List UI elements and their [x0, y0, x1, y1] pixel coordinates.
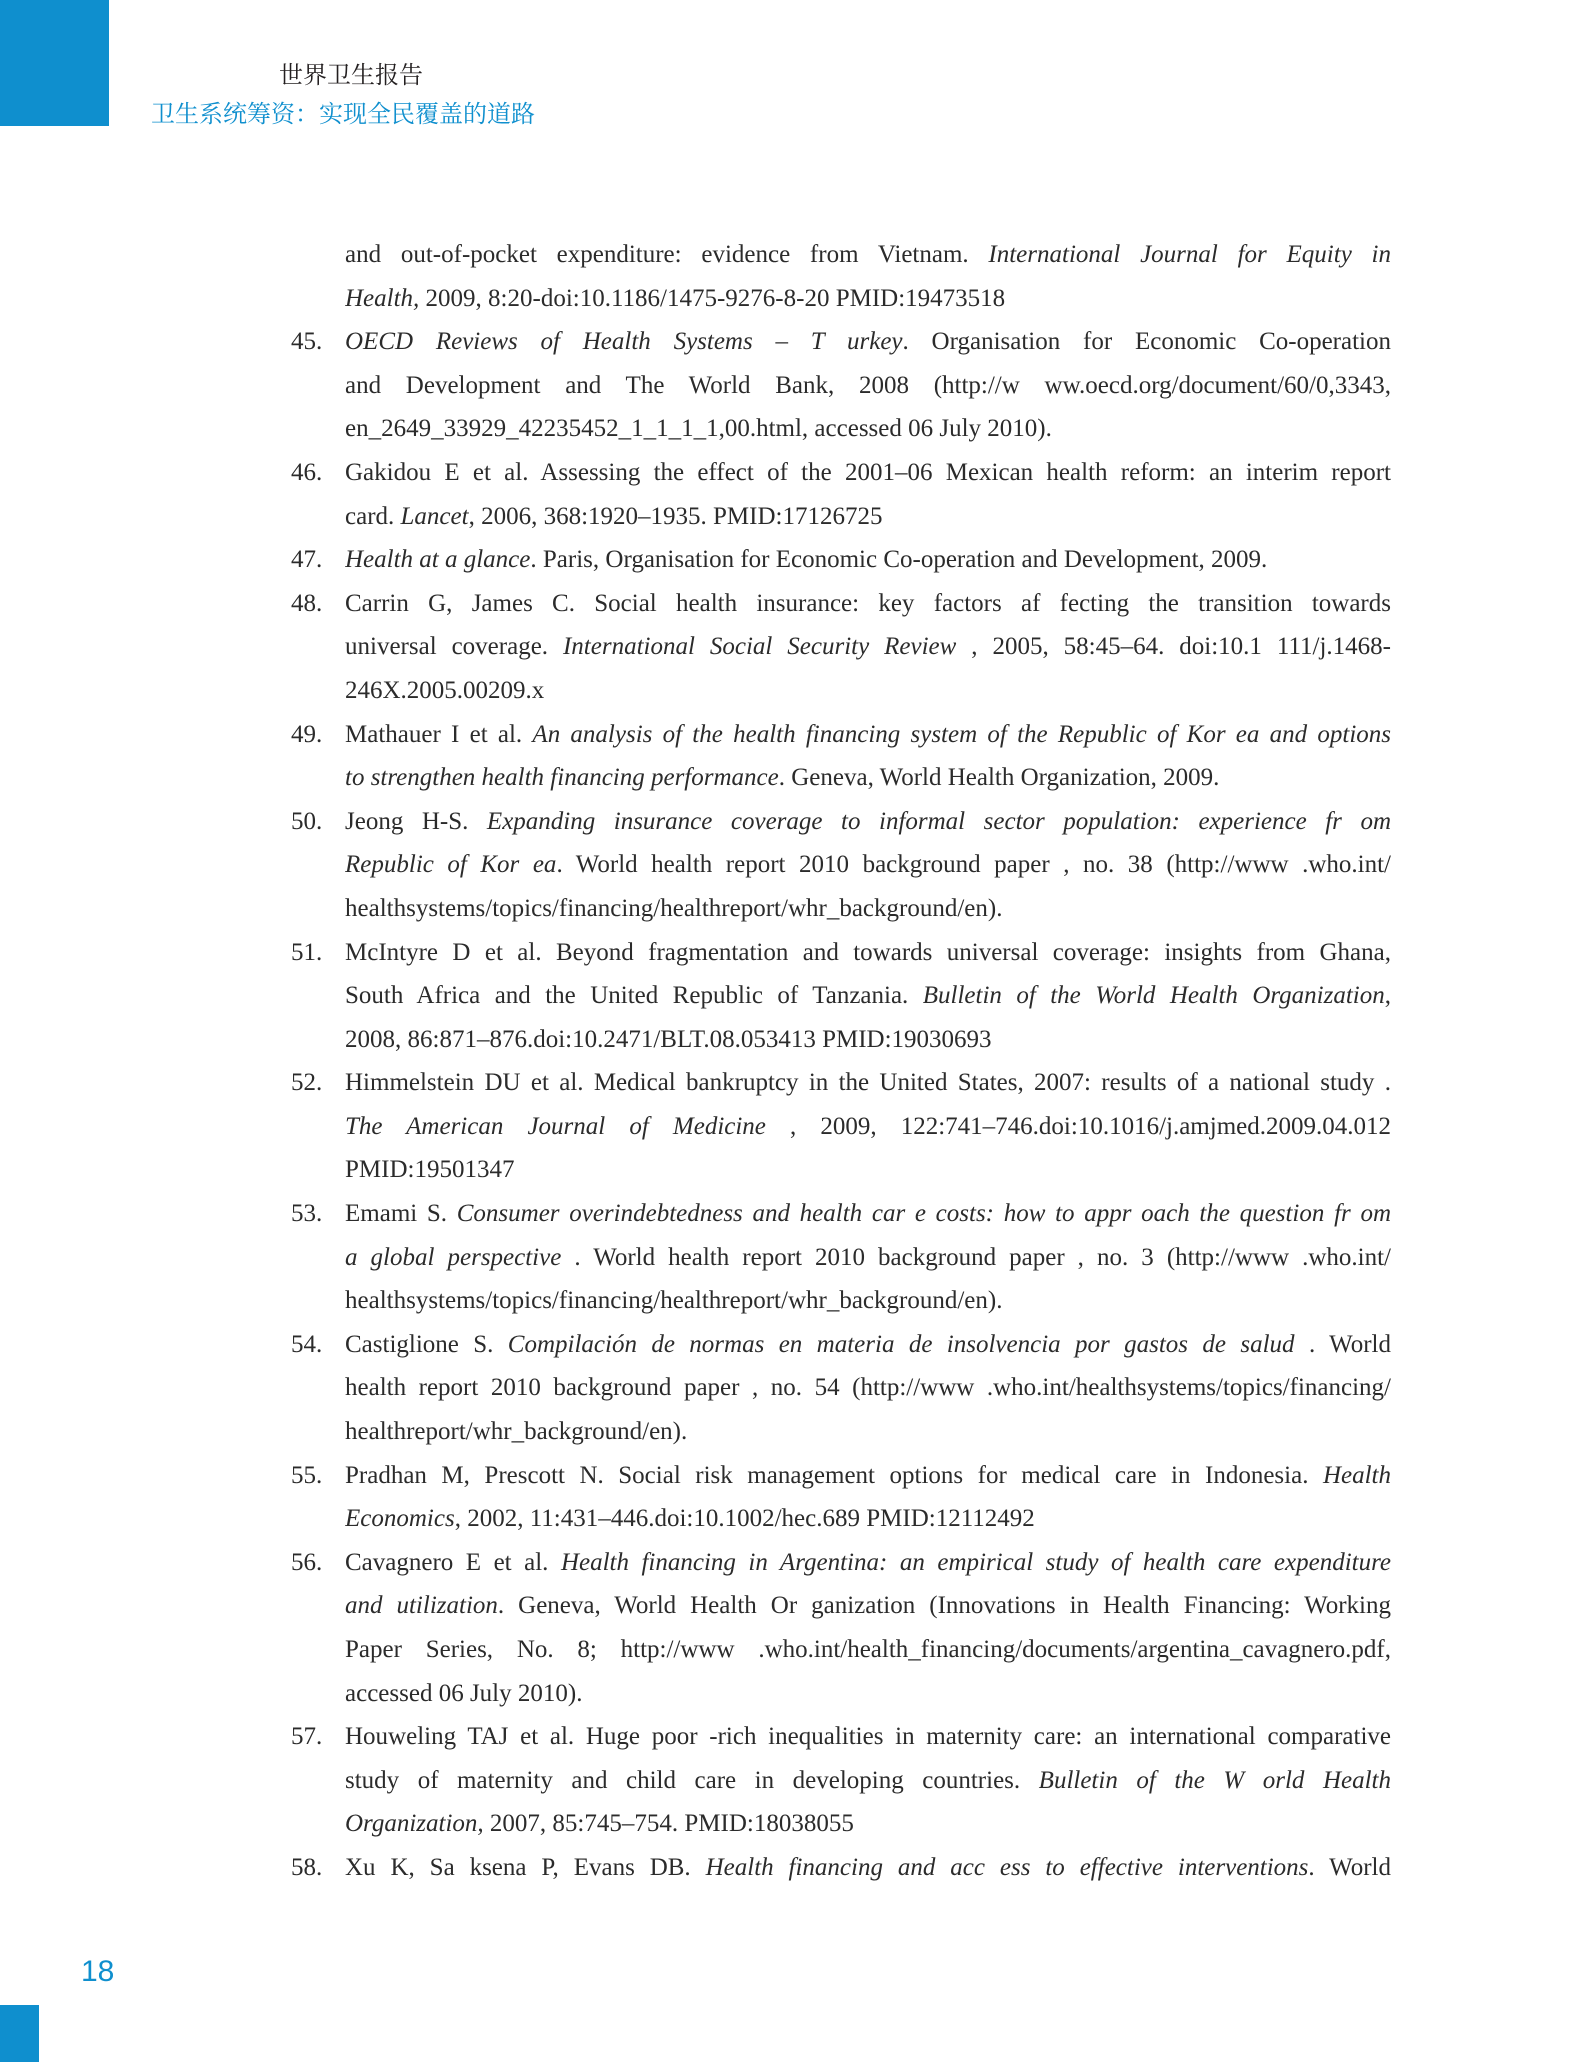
- reference-text: 246X.2005.00209.x: [345, 676, 545, 704]
- reference-text: . World health report 2010 background paper , no. 3 (http://www .who.int/: [561, 1243, 1391, 1271]
- reference-italic-text: Health: [1322, 1461, 1391, 1489]
- reference-italic-text: Consumer overindebtedness and health car e costs: how to appr oach the question fr om: [456, 1200, 1391, 1228]
- reference-number: 48.: [291, 589, 323, 617]
- reference-item: [0, 713, 1574, 800]
- reference-text: Castiglione S.: [345, 1330, 508, 1358]
- reference-italic-text: Economics: [345, 1505, 455, 1533]
- reference-text: . World health report 2010 background paper , no. 38 (http://www .who.int/: [556, 851, 1391, 879]
- reference-line: [345, 974, 1391, 1018]
- reference-text: ,: [1384, 982, 1391, 1010]
- reference-item: [0, 233, 1574, 320]
- reference-line: [345, 1802, 1391, 1846]
- reference-italic-text: The American Journal of Medicine: [345, 1112, 766, 1140]
- reference-text: and out-of-pocket expenditure: evidence from Vietnam.: [345, 241, 989, 268]
- reference-italic-text: Health at a glance: [345, 546, 531, 574]
- reference-line: [345, 582, 1391, 626]
- reference-text: and Development and The World Bank, 2008 (http://w ww.oecd.org/document/60/0,3343,: [345, 371, 1391, 399]
- reference-line: [345, 625, 1391, 669]
- reference-text: healthreport/whr_background/en).: [345, 1418, 688, 1446]
- reference-number: 53.: [291, 1200, 323, 1228]
- reference-line: [345, 1628, 1391, 1672]
- running-header-subtitle: 卫生系统筹资：实现全民覆盖的道路: [151, 100, 535, 128]
- reference-text: PMID:19501347: [345, 1156, 515, 1184]
- reference-line: [345, 669, 1391, 713]
- reference-text: Himmelstein DU et al. Medical bankruptcy in the United States, 2007: results of a national study .: [345, 1069, 1391, 1097]
- header-color-block: [0, 0, 109, 126]
- reference-text: . Organisation for Economic Co-operation: [902, 328, 1391, 356]
- reference-line: [345, 1323, 1391, 1367]
- reference-italic-text: International Social Security Review: [562, 633, 957, 661]
- reference-text: . Paris, Organisation for Economic Co-operation and Development, 2009.: [530, 546, 1268, 574]
- reference-text: Gakidou E et al. Assessing the effect of the 2001–06 Mexican health reform: an interim report: [345, 458, 1391, 486]
- reference-italic-text: and utilization: [345, 1592, 498, 1620]
- reference-line: [345, 843, 1391, 887]
- reference-line: [345, 1236, 1391, 1280]
- reference-italic-text: Compilación de normas en materia de insolvencia por gastos de salud: [507, 1330, 1295, 1358]
- reference-number: 45.: [291, 328, 323, 356]
- reference-text: healthsystems/topics/financing/healthreport/whr_background/en).: [345, 1287, 1003, 1315]
- reference-italic-text: Health,: [345, 284, 420, 312]
- reference-text: Houweling TAJ et al. Huge poor -rich inequalities in maternity care: an international comparative: [345, 1723, 1391, 1751]
- reference-text: . World: [1308, 1853, 1391, 1881]
- reference-item: [0, 800, 1574, 931]
- reference-text: . World: [1294, 1330, 1391, 1358]
- reference-italic-text: Republic of Kor ea: [345, 851, 557, 879]
- reference-italic-text: Bulletin of the World Health Organization: [922, 982, 1385, 1010]
- reference-number: 51.: [291, 938, 323, 966]
- reference-line: [345, 1061, 1391, 1105]
- reference-number: 54.: [291, 1330, 323, 1358]
- reference-text: healthsystems/topics/financing/healthreport/whr_background/en).: [345, 894, 1003, 922]
- reference-line: [345, 1018, 1391, 1062]
- reference-line: [345, 1584, 1391, 1628]
- reference-item: [0, 451, 1574, 538]
- reference-text: . Geneva, World Health Or ganization (Innovations in Health Financing: Working: [497, 1592, 1391, 1620]
- reference-line: [345, 1454, 1391, 1498]
- reference-italic-text: Bulletin of the W orld Health: [1038, 1766, 1391, 1794]
- reference-line: [345, 233, 1391, 277]
- reference-line: [345, 887, 1391, 931]
- reference-item: [0, 1061, 1574, 1192]
- reference-text: Carrin G, James C. Social health insurance: key factors af fecting the transition towards: [345, 589, 1391, 617]
- reference-line: [345, 407, 1391, 451]
- running-header-title: 世界卫生报告: [279, 61, 423, 89]
- reference-text: McIntyre D et al. Beyond fragmentation and towards universal coverage: insights from Ghana,: [345, 938, 1391, 966]
- footer-color-block: [0, 2005, 39, 2062]
- reference-italic-text: Health financing in Argentina: an empirical study of health care expenditure: [560, 1548, 1391, 1576]
- reference-line: [345, 1541, 1391, 1585]
- reference-item: [0, 931, 1574, 1062]
- reference-item: [0, 1454, 1574, 1541]
- reference-number: 57.: [291, 1723, 323, 1751]
- reference-italic-text: OECD Reviews of Health Systems – T urkey: [345, 328, 903, 356]
- reference-italic-text: Health financing and acc ess to effective interventions: [705, 1853, 1309, 1881]
- reference-line: [345, 451, 1391, 495]
- reference-line: [345, 277, 1391, 321]
- reference-item: [0, 538, 1574, 582]
- reference-line: [345, 320, 1391, 364]
- reference-text: Mathauer I et al.: [345, 720, 533, 748]
- reference-italic-text: Organization,: [345, 1810, 484, 1838]
- reference-line: [345, 713, 1391, 757]
- reference-line: [345, 1672, 1391, 1716]
- reference-text: Paper Series, No. 8; http://www .who.int/health_financing/documents/argentina_cavagnero.pdf,: [345, 1636, 1391, 1663]
- reference-line: [345, 1279, 1391, 1323]
- reference-number: 58.: [291, 1853, 323, 1881]
- reference-item: [0, 582, 1574, 713]
- reference-number: 50.: [291, 807, 323, 835]
- reference-item: [0, 320, 1574, 451]
- reference-text: , 2005, 58:45–64. doi:10.1 111/j.1468-: [956, 633, 1391, 661]
- reference-text: , 2002, 11:431–446.doi:10.1002/hec.689 PMID:12112492: [454, 1505, 1035, 1533]
- reference-text: 2009, 8:20-doi:10.1186/1475-9276-8-20 PMID:19473518: [419, 284, 1006, 312]
- reference-text: Jeong H-S.: [345, 807, 487, 835]
- reference-number: 47.: [291, 546, 323, 574]
- reference-italic-text: An analysis of the health financing system of the Republic of Kor ea and options: [532, 720, 1391, 748]
- reference-text: Xu K, Sa ksena P, Evans DB.: [345, 1853, 706, 1881]
- reference-text: health report 2010 background paper , no. 54 (http://www .who.int/healthsystems/topics/financing/: [345, 1374, 1391, 1402]
- reference-text: card.: [345, 502, 401, 530]
- reference-text: accessed 06 July 2010).: [345, 1679, 583, 1707]
- reference-list: [0, 233, 1574, 1890]
- reference-line: [345, 1497, 1391, 1541]
- reference-italic-text: International Journal for Equity in: [988, 241, 1391, 268]
- reference-text: study of maternity and child care in developing countries.: [345, 1766, 1039, 1794]
- reference-line: [345, 1105, 1391, 1149]
- reference-item: [0, 1192, 1574, 1323]
- reference-text: South Africa and the United Republic of Tanzania.: [345, 982, 923, 1010]
- reference-line: [345, 800, 1391, 844]
- reference-number: 52.: [291, 1069, 323, 1097]
- reference-number: 49.: [291, 720, 323, 748]
- reference-line: [345, 538, 1391, 582]
- reference-text: en_2649_33929_42235452_1_1_1_1,00.html, accessed 06 July 2010).: [345, 415, 1052, 443]
- reference-line: [345, 1192, 1391, 1236]
- reference-line: [345, 1846, 1391, 1890]
- reference-text: , 2006, 368:1920–1935. PMID:17126725: [468, 502, 883, 530]
- reference-line: [345, 931, 1391, 975]
- reference-line: [345, 756, 1391, 800]
- reference-text: , 2009, 122:741–746.doi:10.1016/j.amjmed.2009.04.012: [765, 1112, 1391, 1140]
- reference-line: [345, 1366, 1391, 1410]
- reference-italic-text: to strengthen health financing performance: [345, 764, 779, 792]
- reference-item: [0, 1541, 1574, 1715]
- reference-line: [345, 1715, 1391, 1759]
- reference-item: [0, 1715, 1574, 1846]
- reference-text: 2008, 86:871–876.doi:10.2471/BLT.08.053413 PMID:19030693: [345, 1025, 992, 1053]
- reference-text: Cavagnero E et al.: [345, 1548, 561, 1576]
- reference-number: 56.: [291, 1548, 323, 1576]
- page-number: 18: [81, 1955, 115, 1988]
- reference-line: [345, 1410, 1391, 1454]
- reference-text: Pradhan M, Prescott N. Social risk management options for medical care in Indonesia.: [345, 1461, 1323, 1489]
- reference-line: [345, 495, 1391, 539]
- reference-line: [345, 364, 1391, 408]
- reference-line: [345, 1148, 1391, 1192]
- reference-italic-text: Lancet: [400, 502, 469, 530]
- reference-item: [0, 1846, 1574, 1890]
- reference-italic-text: a global perspective: [345, 1243, 562, 1271]
- reference-number: 46.: [291, 458, 323, 486]
- reference-text: . Geneva, World Health Organization, 2009.: [778, 764, 1220, 792]
- reference-number: 55.: [291, 1461, 323, 1489]
- reference-text: 2007, 85:745–754. PMID:18038055: [483, 1810, 854, 1838]
- reference-text: Emami S.: [345, 1200, 457, 1228]
- reference-item: [0, 1323, 1574, 1454]
- reference-text: universal coverage.: [345, 633, 563, 661]
- reference-italic-text: Expanding insurance coverage to informal sector population: experience fr om: [486, 807, 1391, 835]
- reference-line: [345, 1759, 1391, 1803]
